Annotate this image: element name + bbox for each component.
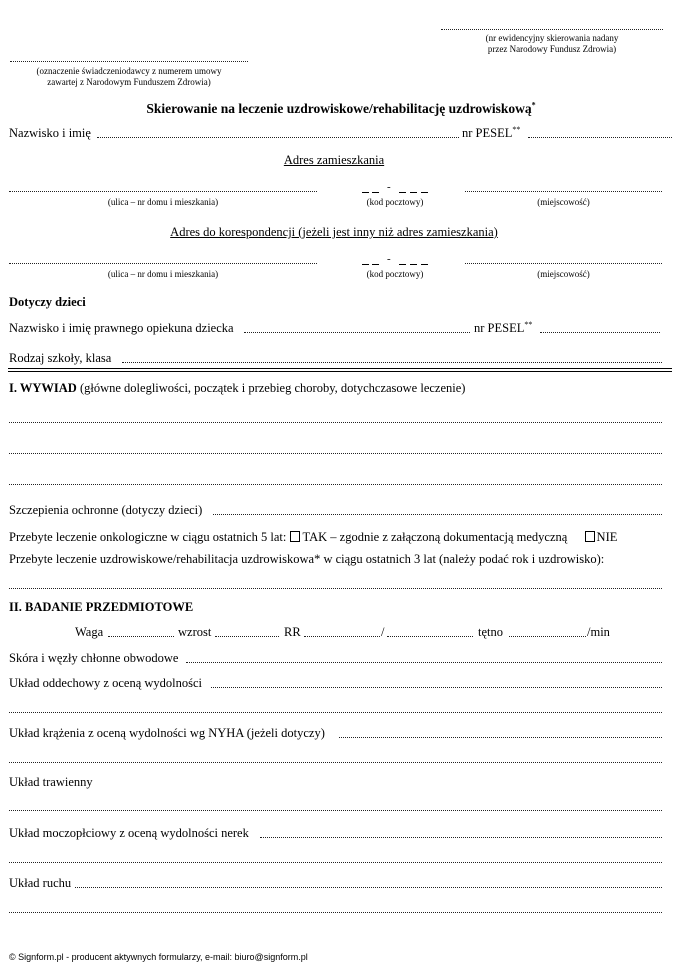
oncology-yes-label: TAK – zgodnie z załączoną dokumentacją medyczną — [302, 530, 568, 544]
interview-heading: I. WYWIAD (główne dolegliwości, początek i przebieg choroby, dotychczasowe leczenie) — [9, 381, 466, 395]
correspondence-street-field[interactable] — [9, 263, 317, 264]
correspondence-city-field[interactable] — [465, 263, 662, 264]
address-heading: Adres zamieszkania — [283, 153, 385, 167]
oncology-no-label: NIE — [596, 530, 618, 544]
guardian-pesel-label: nr PESEL** — [474, 319, 533, 335]
circulatory-field-2[interactable] — [9, 762, 662, 763]
pulse-field[interactable] — [509, 636, 586, 637]
guardian-name-label: Nazwisko i imię prawnego opiekuna dziecka — [9, 321, 234, 335]
patient-pesel-label: nr PESEL** — [462, 124, 521, 140]
motor-label: Układ ruchu — [9, 876, 72, 890]
school-label: Rodzaj szkoły, klasa — [9, 351, 112, 365]
height-field[interactable] — [215, 636, 279, 637]
digestive-label: Układ trawienny — [9, 775, 93, 789]
skin-field[interactable] — [186, 662, 662, 663]
respiratory-field[interactable] — [211, 687, 662, 688]
skin-label: Skóra i węzły chłonne obwodowe — [9, 651, 179, 665]
correspondence-postal-caption: (kod pocztowy) — [366, 269, 424, 279]
motor-field[interactable] — [75, 887, 662, 888]
rr-label: RR — [284, 625, 301, 639]
correspondence-street-caption: (ulica – nr domu i mieszkania) — [107, 269, 219, 279]
school-field[interactable] — [122, 362, 662, 363]
digestive-field[interactable] — [9, 810, 662, 811]
vaccination-label: Szczepienia ochronne (dotyczy dzieci) — [9, 503, 203, 517]
address-city-field[interactable] — [465, 191, 662, 192]
rr-diastolic-field[interactable] — [387, 636, 473, 637]
circulatory-label: Układ krążenia z oceną wydolności wg NYHA (jeżeli dotyczy) — [9, 726, 325, 740]
title-footnote-mark: * — [531, 100, 536, 110]
oncology-question: Przebyte leczenie onkologiczne w ciągu ostatnich 5 lat: TAK – zgodnie z załączoną dokumentacją medyczną NIE — [9, 530, 618, 544]
correspondence-heading: Adres do korespondencji (jeżeli jest inny niż adres zamieszkania) — [170, 225, 498, 239]
urinary-field-2[interactable] — [9, 862, 662, 863]
urinary-field[interactable] — [260, 837, 662, 838]
address-city-caption: (miejscowość) — [537, 197, 590, 207]
circulatory-field[interactable] — [339, 737, 662, 738]
height-label: wzrost — [178, 625, 212, 639]
weight-label: Waga — [75, 625, 104, 639]
provider-id-line[interactable] — [10, 61, 248, 62]
address-street-field[interactable] — [9, 191, 317, 192]
interview-line-2[interactable] — [9, 453, 662, 454]
guardian-pesel-field[interactable] — [540, 332, 660, 333]
section-separator-bottom — [8, 371, 672, 372]
address-postal-caption: (kod pocztowy) — [366, 197, 424, 207]
previous-spa-label: Przebyte leczenie uzdrowiskowe/rehabilitacja uzdrowiskowa* w ciągu ostatnich 3 lat (należy podać rok i uzdrowisko): — [9, 552, 605, 566]
weight-field[interactable] — [108, 636, 174, 637]
respiratory-field-2[interactable] — [9, 712, 662, 713]
patient-pesel-field[interactable] — [528, 137, 672, 138]
address-street-caption: (ulica – nr domu i mieszkania) — [107, 197, 219, 207]
oncology-yes-checkbox[interactable] — [290, 531, 300, 542]
guardian-name-field[interactable] — [244, 332, 470, 333]
referral-number-caption-2: przez Narodowy Fundusz Zdrowia) — [487, 44, 617, 54]
provider-id-caption-1: (oznaczenie świadczeniodawcy z numerem umowy — [36, 66, 222, 76]
pulse-label: tętno — [478, 625, 503, 639]
rr-separator: / — [381, 625, 385, 639]
provider-id-caption-2: zawartej z Narodowym Funduszem Zdrowia) — [47, 77, 211, 87]
pulse-unit: /min — [587, 625, 610, 639]
referral-number-caption-1: (nr ewidencyjny skierowania nadany — [485, 33, 619, 43]
document-title: Skierowanie na leczenie uzdrowiskowe/rehabilitację uzdrowiskową* — [146, 100, 536, 116]
patient-name-label: Nazwisko i imię — [9, 126, 91, 140]
interview-line-1[interactable] — [9, 422, 662, 423]
oncology-no-checkbox[interactable] — [585, 531, 595, 542]
section-separator-top — [8, 368, 672, 369]
correspondence-city-caption: (miejscowość) — [537, 269, 590, 279]
patient-name-field[interactable] — [97, 137, 459, 138]
motor-field-2[interactable] — [9, 912, 662, 913]
rr-systolic-field[interactable] — [304, 636, 380, 637]
vaccination-field[interactable] — [213, 514, 662, 515]
urinary-label: Układ moczopłciowy z oceną wydolności nerek — [9, 826, 249, 840]
previous-spa-field[interactable] — [9, 588, 662, 589]
footer-credit: © Signform.pl - producent aktywnych formularzy, e-mail: biuro@signform.pl — [9, 952, 308, 962]
interview-line-3[interactable] — [9, 484, 662, 485]
respiratory-label: Układ oddechowy z oceną wydolności — [9, 676, 202, 690]
referral-number-line[interactable] — [441, 29, 663, 30]
children-heading: Dotyczy dzieci — [9, 295, 86, 309]
exam-heading: II. BADANIE PRZEDMIOTOWE — [9, 600, 194, 614]
